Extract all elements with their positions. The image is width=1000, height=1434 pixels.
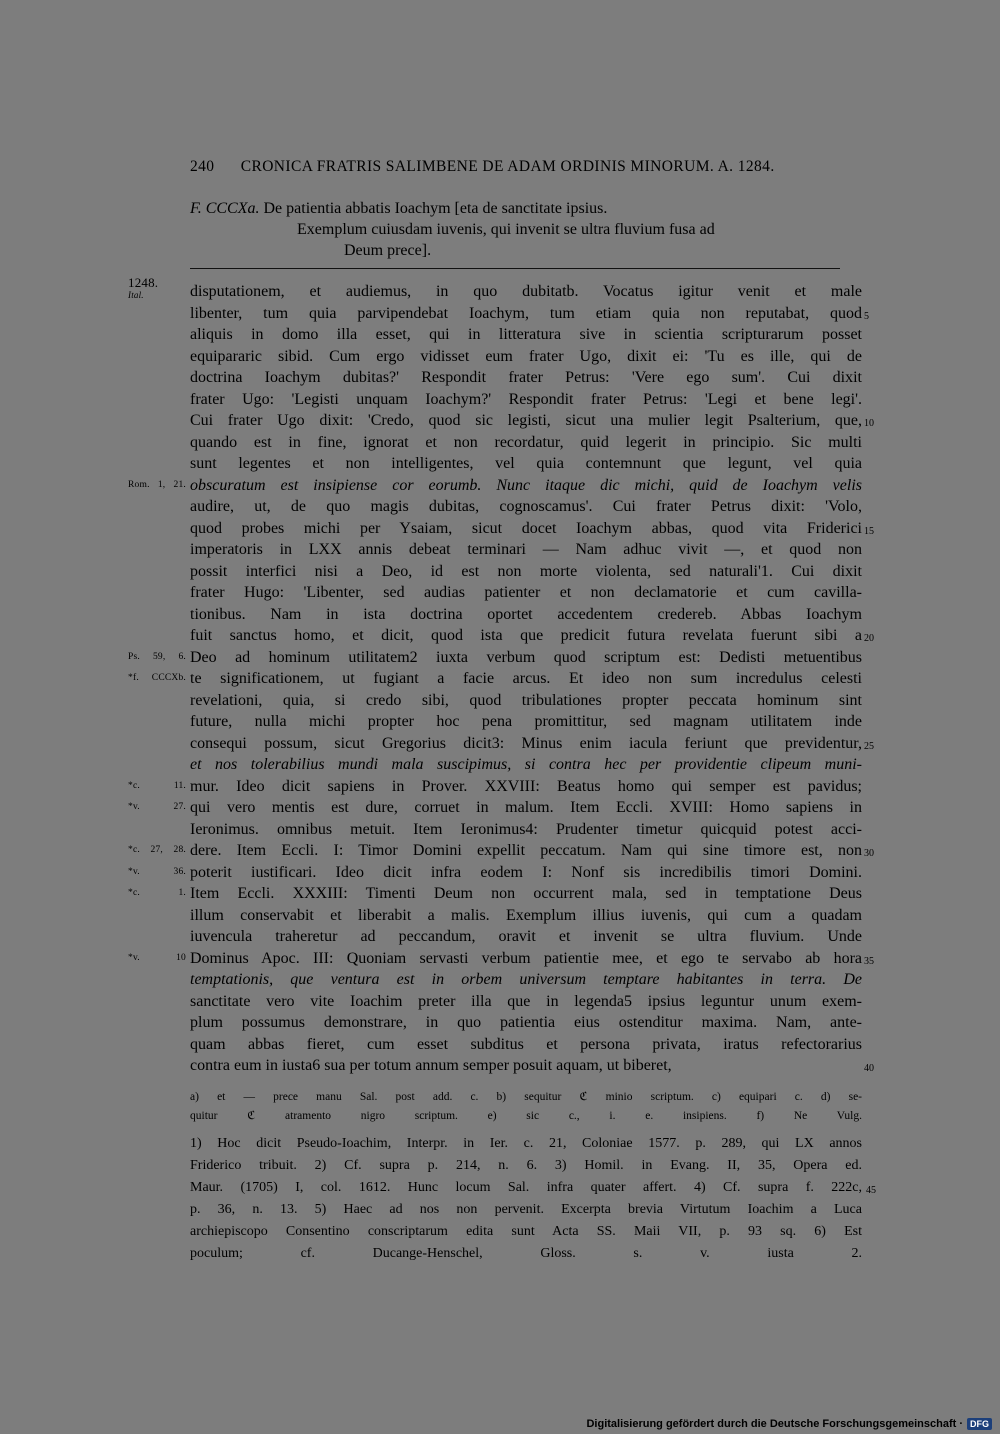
footnote-line: archiepiscopo Consentino conscriptarum edita sunt Acta SS. Maii VII, p. 93 sq. 6) Est xyxy=(190,1224,862,1239)
text-line: *c. 27, 28. dere. Item Eccli. I: Timor Domini expellit peccatum. Nam qui sine timore est, non 30 xyxy=(190,840,862,862)
text-line: quando est in fine, ignorat et non recordatur, quid legerit in principio. Sic multi xyxy=(190,433,862,451)
footnote-line: poculum; cf. Ducange-Henschel, Gloss. s. v. iusta 2. xyxy=(190,1246,862,1261)
text-line: et nos tolerabilius mundi mala suscipimus, si contra hec per providentie clipeum muni- xyxy=(190,756,862,773)
line-number: 5 xyxy=(864,310,869,322)
footnote-line: p. 36, n. 13. 5) Haec ad nos non pervenit. Excerpta brevia Virtutum Ioachim a Luca xyxy=(190,1202,862,1217)
text-line: consequi possum, sicut Gregorius dicit3: Minus enim iacula feriunt que previdentur, 25 xyxy=(190,733,862,755)
apparatus-line: a) et — prece manu Sal. post add. c. b) sequitur ℭ minio scriptum. c) equipari c. d) se- xyxy=(190,1091,862,1103)
line-number: 30 xyxy=(864,848,874,859)
chapter-heading-line-2: Exemplum cuiusdam iuvenis, qui invenit se ultra fluvium fusa ad xyxy=(297,221,715,238)
text-line: *v. 27. qui vero mentis est dure, corruet in malum. Item Eccli. XVIII: Homo sapiens in xyxy=(190,797,862,819)
footnote-line: Friderico tribuit. 2) Cf. supra p. 214, n. 6. 3) Homil. in Evang. II, 35, Opera ed. xyxy=(190,1158,862,1173)
text-line: revelationi, quia, si credo sibi, quod tribulationes propter peccata hominum sint xyxy=(190,691,862,709)
margin-ref: Rom. 1, 21. xyxy=(128,479,186,490)
text-line: *f. CCCXb. te significationem, ut fugiant a facie arcus. Et ideo non sum incredulus celesti xyxy=(190,668,862,690)
text-line: future, nulla michi propter hoc pena promittitur, sed magnam utilitatem inde xyxy=(190,713,862,730)
line-number: 10 xyxy=(864,418,874,429)
margin-ref: *v. 36. xyxy=(128,866,186,877)
apparatus-line: quitur ℭ atramento nigro scriptum. e) sic c., i. e. insipiens. f) Ne Vulg. xyxy=(190,1110,862,1122)
line-number: 40 xyxy=(864,1063,874,1074)
text-line: frater Hugo: 'Libenter, sed audias patienter et non declamatorie et cum cavilla- xyxy=(190,584,862,601)
margin-ref: *c. 11. xyxy=(128,780,186,791)
source-footnotes xyxy=(190,1133,876,1265)
text-line: aliquis in domo illa esset, qui in litteratura sive in scientia scripturarum posset xyxy=(190,326,862,343)
text-line: quod probes michi per Ysaiam, sicut docet Ioachym abbas, quod vita Friderici 15 xyxy=(190,518,862,540)
text-line: illum conservabit et liberabit a malis. Exemplum illius iuvenis, qui cum a quadam xyxy=(190,906,862,924)
text-line: iuvencula traheretur ad peccandum, oravit et invenit se ultra fluvium. Unde xyxy=(190,928,862,945)
text-line: quam abbas fieret, cum esset subditus et persona privata, iratus refectorarius xyxy=(190,1035,862,1053)
text-line: imperatoris in LXX annis debeat terminari — Nam adhuc vivit —, et quod non xyxy=(190,541,862,558)
text-line: libenter, tum quia parvipendebat Ioachym, tum etiam quia non reputabat, quod 5 xyxy=(190,303,862,325)
dfg-credit xyxy=(586,1418,992,1430)
margin-ref: Ps. 59, 6. xyxy=(128,651,186,662)
line-number: 15 xyxy=(864,525,874,537)
textual-apparatus xyxy=(190,1088,862,1126)
heading-rule xyxy=(190,268,840,269)
text-line: equipararic sibid. Cum ergo vidisset eum frater Ugo, dixit ei: 'Tu es ille, qui de xyxy=(190,347,862,365)
dfg-logo: DFG xyxy=(967,1418,992,1430)
text-line: possit interfici nisi a Deo, id est non morte violenta, sed naturali'1. Cui dixit xyxy=(190,562,862,580)
text-line: *c. 11. mur. Ideo dicit sapiens in Prover. XXVIII: Beatus homo qui semper est pavidus; xyxy=(190,776,862,798)
text-line: Ieronimus. omnibus metuit. Item Ieronimus4: Prudenter timetur quicquid potest acci- xyxy=(190,820,862,838)
text-line: Cui frater Ugo dixit: 'Credo, quod sic legisti, sicut una mulier legit Psalterium, que, 10 xyxy=(190,410,862,432)
chapter-heading-line-1 xyxy=(190,198,862,219)
line-number: 35 xyxy=(864,955,874,967)
margin-ref: *v. 10 xyxy=(128,952,186,963)
line-number: 45 xyxy=(866,1185,876,1196)
text-line: doctrina Ioachym dubitas?' Respondit frater Petrus: 'Vere ego sum'. Cui dixit xyxy=(190,369,862,386)
text-line: temptationis, que ventura est in orbem universum temptare habitantes in terra. De xyxy=(190,971,862,988)
text-line: *v. 36. poterit iustificari. Ideo dicit infra eodem I: Nonf sis incredibilis timori Domini. xyxy=(190,862,862,884)
running-header xyxy=(190,158,862,176)
text-line: audire, ut, de quo magis dubitas, cognoscamus'. Cui frater Petrus dixit: 'Volo, xyxy=(190,498,862,515)
text-line: 1248. Ital. disputationem, et audiemus, in quo dubitatb. Vocatus igitur venit et male xyxy=(128,275,862,300)
footnote-line: Maur. (1705) I, col. 1612. Hunc locum Sal. infra quater affert. 4) Cf. supra f. 222c, 45 xyxy=(190,1177,862,1199)
text-line: *c. 1. Item Eccli. XXXIII: Timenti Deum non occurrent mala, sed in temptatione Deus xyxy=(190,883,862,905)
text-line: Rom. 1, 21. obscuratum est insipiense cor eorumb. Nunc itaque dic michi, quid de Ioachym velis xyxy=(190,475,862,497)
margin-ref: *f. CCCXb. xyxy=(128,673,186,683)
text-line: fuit sanctus homo, et dicit, quod ista que predicit futura revelata fuerunt sibi a 20 xyxy=(190,625,862,647)
text-line: sunt legentes et non intelligentes, vel quia contemnunt que legunt, vel quia xyxy=(190,455,862,472)
text-line: tionibus. Nam in ista doctrina oportet accedentem credereb. Abbas Ioachym xyxy=(190,605,862,623)
text-line: plum possumus demonstrare, in quo patientia eius ostenditur maxima. Nam, ante- xyxy=(190,1014,862,1031)
line-number: 25 xyxy=(864,740,874,752)
margin-ref: *c. 1. xyxy=(128,888,186,898)
page-number: 240 xyxy=(190,158,215,175)
folio-label: F. CCCXa. xyxy=(190,200,260,217)
text-line: contra eum in iusta6 sua per totum annum semper posuit aquam, ut biberet, 40 xyxy=(190,1055,862,1077)
text-line: Ps. 59, 6. Deo ad hominum utilitatem2 iuxta verbum quod scriptum est: Dedisti metuentibus xyxy=(190,647,862,669)
line-number: 20 xyxy=(864,633,874,644)
dfg-credit-text: Digitalisierung gefördert durch die Deutsche Forschungsgemeinschaft · xyxy=(586,1418,963,1430)
running-title: CRONICA FRATRIS SALIMBENE DE ADAM ORDINIS MINORUM. A. 1284. xyxy=(240,158,775,175)
margin-ref: *c. 27, 28. xyxy=(128,845,186,855)
main-text xyxy=(128,275,874,1077)
chapter-heading xyxy=(190,198,862,261)
footnote-line: 1) Hoc dicit Pseudo-Ioachim, Interpr. in Ier. c. 21, Coloniae 1577. p. 289, qui LX annos xyxy=(190,1136,862,1151)
chapter-heading-line-3: Deum prece]. xyxy=(344,242,432,259)
text-line: sanctitate vero vite Ioachim preter illa que in legenda5 ipsius leguntur unum exem- xyxy=(190,992,862,1010)
text-line: *v. 10 Dominus Apoc. III: Quoniam servasti verbum patientie mee, et ego te servabo ab hora 35 xyxy=(190,948,862,970)
chapter-title: De patientia abbatis Ioachym [eta de sanctitate ipsius. xyxy=(263,200,608,217)
text-line: frater Ugo: 'Legisti unquam Ioachym?' Respondit frater Petrus: 'Legi et bene legi'. xyxy=(190,390,862,408)
margin-year: 1248. Ital. xyxy=(128,275,159,300)
margin-ref: *v. 27. xyxy=(128,802,186,812)
